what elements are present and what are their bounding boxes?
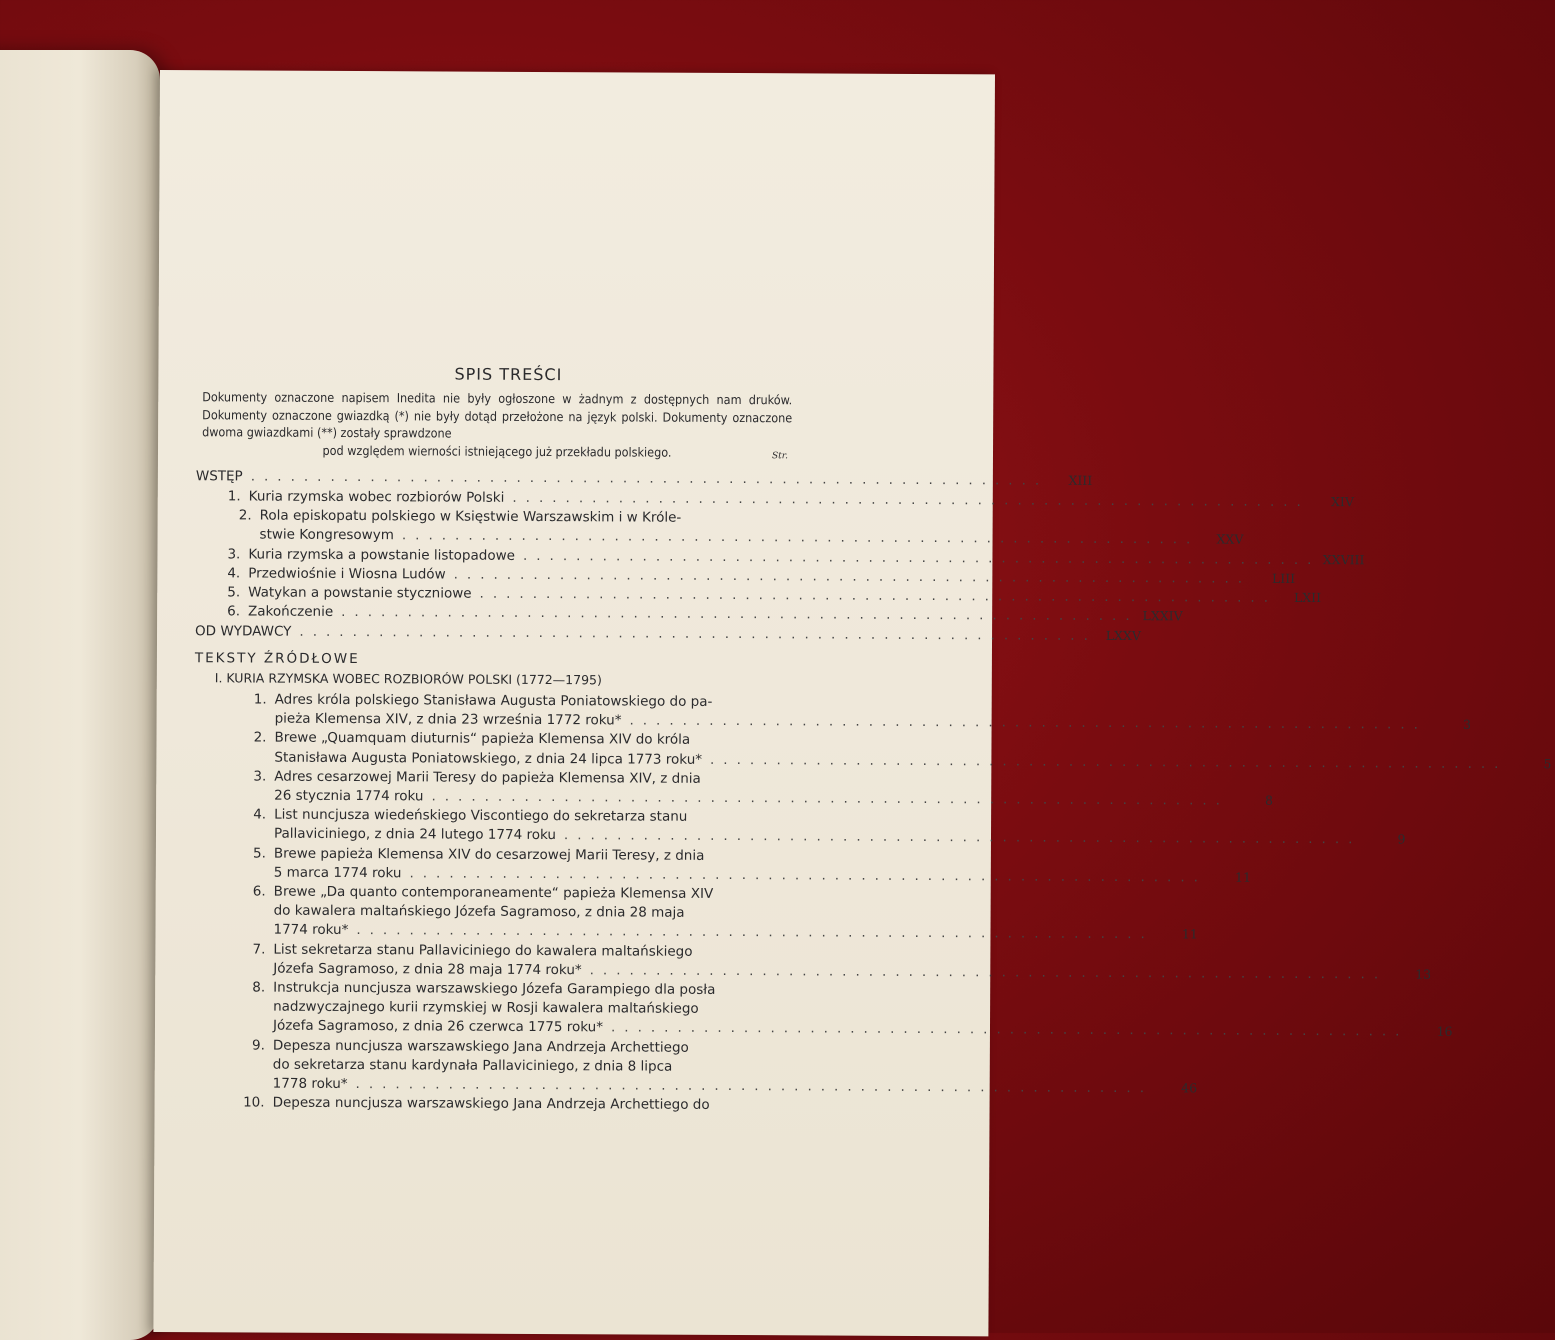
entry-title: List sekretarza stanu Pallaviciniego do kawalera maltańskiego bbox=[273, 941, 693, 960]
entry-title: Brewe „Da quanto contemporaneamente“ papieża Klemensa XIV bbox=[273, 883, 714, 902]
document-entry-last-line bbox=[274, 710, 1472, 733]
entry-page: 13 bbox=[1415, 966, 1432, 982]
document-entry bbox=[241, 1095, 710, 1113]
entry-number: 9. bbox=[251, 1037, 265, 1054]
entry-title-continued: do kawalera maltańskiego Józefa Sagramoso, z dnia 28 maja bbox=[273, 902, 685, 921]
entry-number: 5. bbox=[227, 584, 241, 601]
entry-page: LIII bbox=[1271, 570, 1296, 586]
entry-number: 3. bbox=[227, 545, 241, 563]
entry-number: 6. bbox=[227, 603, 241, 620]
dot-leader: ............................................................ bbox=[589, 962, 1388, 983]
section-heading: TEKSTY ŹRÓDŁOWE bbox=[194, 650, 360, 668]
dot-leader: ............................................................ bbox=[341, 604, 1139, 625]
entry-page: 11 bbox=[1235, 869, 1251, 885]
page-title: SPIS TREŚCI bbox=[454, 364, 563, 385]
toc-entry bbox=[227, 584, 1322, 606]
entry-page: LXXV bbox=[1105, 627, 1141, 644]
dot-leader: ............................................................ bbox=[299, 623, 1097, 644]
entry-title: Przedwiośnie i Wiosna Ludów bbox=[248, 565, 446, 583]
dot-leader: ............................................................ bbox=[409, 865, 1207, 886]
entry-page: XXV bbox=[1216, 531, 1244, 548]
dot-leader: ............................................................ bbox=[563, 827, 1362, 848]
intro-line: Dokumenty oznaczone napisem Inedita nie były ogłoszone w żadnym z dostępnych bbox=[202, 389, 710, 407]
toc-entry bbox=[227, 565, 1296, 587]
table-of-contents bbox=[153, 70, 1552, 1336]
dot-leader: ............................................................ bbox=[709, 751, 1508, 772]
entry-page: LXII bbox=[1293, 589, 1322, 606]
toc-entry bbox=[228, 508, 682, 526]
entry-page: XIV bbox=[1330, 494, 1354, 510]
dot-leader: ............................................................ bbox=[629, 712, 1428, 733]
entry-number: 1. bbox=[227, 488, 241, 505]
entry-number: 8. bbox=[252, 979, 266, 996]
book-page bbox=[153, 70, 1552, 1336]
dot-leader: ............................................................ bbox=[431, 788, 1230, 809]
entry-title: Brewe papieża Klemensa XIV do cesarzowej Marii Teresy, z dnia bbox=[273, 845, 705, 864]
entry-page: 46 bbox=[1181, 1080, 1198, 1096]
entry-number: 4. bbox=[253, 806, 267, 823]
intro-line: język polski. Dokumenty oznaczone dwoma gwiazdkami (**) zostały sprawdzone bbox=[202, 408, 793, 441]
entry-title: OD WYDAWCY bbox=[195, 623, 292, 640]
document-entry-last-line bbox=[274, 749, 1552, 772]
entry-title: Watykan a powstanie styczniowe bbox=[248, 584, 472, 602]
document-entry-last-line bbox=[273, 825, 1406, 848]
toc-entry bbox=[259, 526, 1244, 548]
entry-title: Adres króla polskiego Stanisława Augusta Poniatowskiego do pa- bbox=[274, 691, 713, 710]
intro-note bbox=[202, 388, 792, 461]
toc-entry-wstep bbox=[195, 468, 1093, 489]
entry-title-continued: 1778 roku* bbox=[272, 1075, 348, 1092]
entry-page: LXXIV bbox=[1142, 608, 1183, 624]
document-entry bbox=[241, 941, 692, 959]
toc-entry-od-wydawcy bbox=[195, 623, 1141, 644]
document-entry bbox=[242, 883, 714, 901]
entry-title-continued: Józefa Sagramoso, z dnia 28 maja 1774 roku* bbox=[273, 960, 582, 979]
entry-page: 3 bbox=[1462, 717, 1472, 733]
entry-title: Adres cesarzowej Marii Teresy do papieża Klemensa XIV, z dnia bbox=[274, 768, 701, 787]
dot-leader: ............................................................ bbox=[610, 1019, 1409, 1040]
document-entry bbox=[242, 845, 705, 863]
left-page bbox=[0, 50, 160, 1340]
entry-title-continued: 26 stycznia 1774 roku bbox=[274, 787, 424, 805]
entry-number: 7. bbox=[252, 941, 266, 958]
toc-entry bbox=[227, 603, 1183, 625]
dot-leader: ............................................................ bbox=[355, 1076, 1154, 1097]
entry-page: 16 bbox=[1436, 1024, 1453, 1040]
entry-title: Kuria rzymska wobec rozbiorów Polski bbox=[248, 488, 505, 506]
entry-number: 10. bbox=[243, 1094, 265, 1111]
entry-title-continued: 5 marca 1774 roku bbox=[273, 864, 402, 882]
dot-leader: ............................................................ bbox=[401, 527, 1200, 548]
entry-title: WSTĘP bbox=[195, 468, 243, 485]
dot-leader: ............................................................ bbox=[479, 585, 1278, 606]
entry-page: 8 bbox=[1264, 792, 1274, 808]
entry-title-continued: pieża Klemensa XIV, z dnia 23 września 1772 roku* bbox=[274, 710, 622, 729]
entry-number: 2. bbox=[253, 729, 267, 746]
entry-page: 11 bbox=[1181, 926, 1198, 942]
entry-number: 4. bbox=[227, 565, 241, 582]
entry-title: Kuria rzymska a powstanie listopadowe bbox=[248, 546, 516, 564]
entry-number: 6. bbox=[252, 883, 266, 900]
document-entry-last-line bbox=[273, 960, 1432, 983]
dot-leader: ............................................................ bbox=[356, 922, 1154, 943]
document-entry-last-line bbox=[274, 787, 1274, 809]
entry-number: 2. bbox=[238, 507, 252, 524]
document-entry-last-line bbox=[273, 921, 1198, 943]
document-entry bbox=[241, 979, 715, 997]
entry-title-continued: Pallaviciniego, z dnia 24 lutego 1774 roku bbox=[273, 825, 556, 844]
document-entry bbox=[243, 691, 713, 709]
document-entry bbox=[242, 768, 701, 786]
entry-number: 3. bbox=[253, 768, 267, 785]
entry-title-continued: do sekretarza stanu kardynała Pallaviciniego, z dnia 8 lipca bbox=[272, 1056, 673, 1075]
dot-leader: ............................................................ bbox=[453, 566, 1252, 587]
intro-line: pod względem wierności istniejącego już przekładu polskiego. bbox=[322, 442, 672, 460]
entry-title: stwie Kongresowym bbox=[259, 526, 394, 544]
document-entry-last-line bbox=[273, 864, 1251, 886]
intro-line: nam druków. Dokumenty oznaczone gwiazdką (*) nie były dotąd przełożone na bbox=[202, 391, 793, 424]
entry-title: Depesza nuncjusza warszawskiego Jana Andrzeja Archettiego do bbox=[272, 1094, 710, 1114]
entry-page: 5 bbox=[1543, 755, 1552, 771]
entry-title: Depesza nuncjusza warszawskiego Jana Andrzeja Archettiego bbox=[272, 1037, 689, 1056]
page-column-label: Str. bbox=[771, 451, 788, 462]
toc-entry bbox=[227, 488, 1354, 511]
entry-number: 1. bbox=[253, 691, 267, 708]
document-entry-last-line bbox=[272, 1075, 1198, 1097]
entry-page: XXVIII bbox=[1322, 551, 1365, 567]
entry-title-continued: Józefa Sagramoso, z dnia 26 czerwca 1775 roku* bbox=[272, 1017, 604, 1036]
document-entry bbox=[241, 1037, 689, 1055]
entry-title: Rola episkopatu polskiego w Księstwie Warszawskim i w Króle- bbox=[259, 507, 682, 526]
entry-title-continued: 1774 roku* bbox=[273, 921, 349, 939]
entry-title: List nuncjusza wiedeńskiego Viscontiego do sekretarza stanu bbox=[274, 806, 688, 825]
entry-page: XIII bbox=[1068, 472, 1093, 488]
entry-title: Zakończenie bbox=[248, 603, 334, 621]
dot-leader: ............................................................ bbox=[250, 468, 1049, 489]
subsection-heading: I. KURIA RZYMSKA WOBEC ROZBIORÓW POLSKI (1772—1795) bbox=[214, 670, 602, 688]
document-entry-last-line bbox=[272, 1017, 1453, 1040]
document-entry bbox=[242, 807, 687, 825]
entry-title-continued: nadzwyczajnego kurii rzymskiej w Rosji kawalera maltańskiego bbox=[273, 998, 699, 1018]
dot-leader: ............................................................ bbox=[512, 489, 1310, 511]
document-entry bbox=[242, 730, 690, 748]
dot-leader: ............................................................ bbox=[522, 547, 1321, 568]
entry-title-continued: Stanisława Augusta Poniatowskiego, z dnia 24 lipca 1773 roku* bbox=[274, 749, 703, 768]
toc-entry bbox=[227, 545, 1365, 568]
entry-title: Instrukcja nuncjusza warszawskiego Józefa Garampiego dla posła bbox=[273, 979, 716, 998]
entry-number: 5. bbox=[252, 845, 266, 862]
entry-title: Brewe „Quamquam diuturnis“ papieża Klemensa XIV do króla bbox=[274, 729, 691, 749]
entry-page: 9 bbox=[1397, 831, 1406, 847]
